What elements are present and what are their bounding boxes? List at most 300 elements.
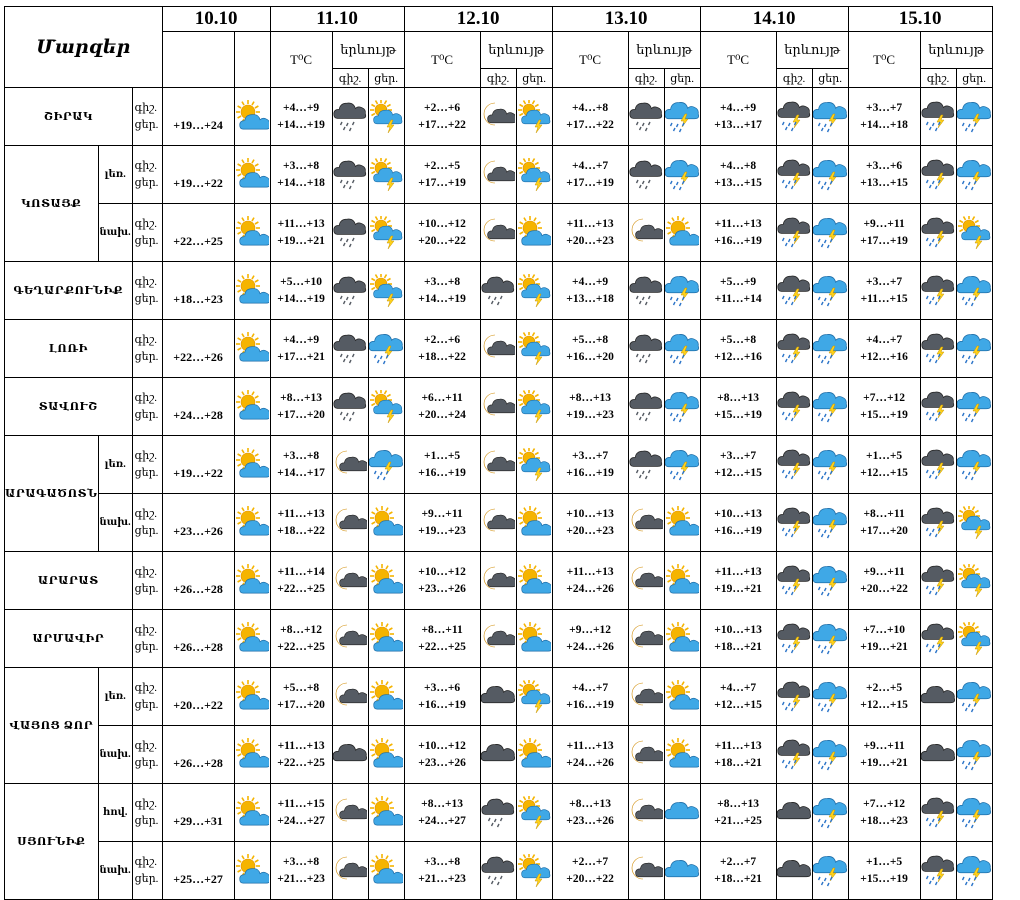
sun-cloud-icon xyxy=(516,610,552,668)
sun-cloud-icon xyxy=(369,564,403,598)
rain-cloud-icon xyxy=(481,854,515,888)
storm-cloud-icon xyxy=(921,796,955,830)
storm-cloud-icon xyxy=(921,390,955,424)
day-temp: +20…+23 xyxy=(566,234,614,247)
day-label: ցեր. xyxy=(134,814,159,827)
night-temp: +11…+15 xyxy=(277,797,325,810)
day-temp: +14…+18 xyxy=(860,118,908,131)
phenomenon-header: երևույթ xyxy=(920,32,992,69)
temp-range xyxy=(700,436,776,494)
sun-storm-cloud-icon xyxy=(516,436,552,494)
day-temp: +15…+19 xyxy=(860,872,908,885)
moon-cloud-icon xyxy=(333,506,367,540)
temp-range xyxy=(270,88,332,146)
table-row xyxy=(5,494,993,552)
night-temp: +3…+6 xyxy=(424,681,461,694)
thunder-blue-cloud-icon xyxy=(956,320,992,378)
day-temp: +14…+19 xyxy=(277,118,325,131)
sun-storm-cloud-icon xyxy=(956,610,992,668)
temp-range xyxy=(270,668,332,726)
thunder-blue-cloud-icon xyxy=(665,448,699,482)
sun-storm-cloud-icon xyxy=(368,88,404,146)
thunder-blue-cloud-icon xyxy=(957,158,991,192)
night-temp: +7…+10 xyxy=(863,623,906,636)
thunder-blue-cloud-icon xyxy=(813,216,847,250)
moon-cloud-icon xyxy=(629,216,663,250)
temp-range xyxy=(848,668,920,726)
sun-cloud-icon xyxy=(235,448,269,482)
sun-cloud-icon xyxy=(235,680,269,714)
storm-cloud-icon xyxy=(920,552,956,610)
moon-cloud-icon xyxy=(481,506,515,540)
storm-cloud-icon xyxy=(776,494,812,552)
sun-cloud-icon xyxy=(665,216,699,250)
night-temp: +8…+13 xyxy=(717,391,760,404)
sun-storm-cloud-icon xyxy=(517,796,551,830)
sun-cloud-icon xyxy=(369,622,403,656)
thunder-blue-cloud-icon xyxy=(812,378,848,436)
thunder-blue-cloud-icon xyxy=(812,494,848,552)
storm-cloud-icon xyxy=(776,320,812,378)
storm-cloud-icon xyxy=(776,88,812,146)
cloud-icon xyxy=(920,726,956,784)
thunder-blue-cloud-icon xyxy=(813,622,847,656)
night-temp: +4…+9 xyxy=(572,275,609,288)
rain-cloud-icon xyxy=(332,146,368,204)
storm-cloud-icon xyxy=(921,506,955,540)
cloud-icon xyxy=(921,738,955,772)
storm-cloud-icon xyxy=(777,390,811,424)
night-temp: +5…+10 xyxy=(280,275,323,288)
day-temp: +17…+22 xyxy=(418,118,466,131)
night-day-label xyxy=(132,842,162,900)
night-temp: +5…+8 xyxy=(283,681,320,694)
day-temp: +14…+19 xyxy=(277,292,325,305)
moon-cloud-icon xyxy=(480,146,516,204)
thunder-blue-cloud-icon xyxy=(813,564,847,598)
sun-storm-cloud-icon xyxy=(956,552,992,610)
thunder-blue-cloud-icon xyxy=(812,668,848,726)
thunder-blue-cloud-icon xyxy=(813,332,847,366)
storm-cloud-icon xyxy=(776,378,812,436)
storm-cloud-icon xyxy=(920,146,956,204)
storm-cloud-icon xyxy=(921,274,955,308)
first-day-temp: +25…+27 xyxy=(162,842,234,900)
first-day-temp: +19…+24 xyxy=(162,88,234,146)
table-row xyxy=(5,146,993,204)
cloud-icon xyxy=(777,796,811,830)
moon-cloud-icon xyxy=(480,610,516,668)
temp-range xyxy=(552,552,628,610)
moon-cloud-icon xyxy=(628,610,664,668)
sun-cloud-icon xyxy=(664,204,700,262)
night-label: գիշ. xyxy=(134,275,158,288)
night-temp: +2…+5 xyxy=(424,159,461,172)
rain-cloud-icon xyxy=(481,274,515,308)
sun-cloud-icon xyxy=(664,610,700,668)
night-temp: +10…+12 xyxy=(418,739,466,752)
day-temp: +19…+23 xyxy=(566,408,614,421)
day-temp: +16…+19 xyxy=(566,698,614,711)
region-name: ԱՐԱԳԱԾՈՏՆ xyxy=(5,436,99,552)
moon-cloud-icon xyxy=(481,216,515,250)
thunder-blue-cloud-icon xyxy=(956,146,992,204)
night-temp: +1…+5 xyxy=(866,855,903,868)
moon-cloud-icon xyxy=(628,204,664,262)
storm-cloud-icon xyxy=(777,100,811,134)
temp-range xyxy=(848,378,920,436)
night-temp: +11…+14 xyxy=(277,565,325,578)
sun-storm-cloud-icon xyxy=(956,494,992,552)
region-name: ՍՅՈՒՆԻՔ xyxy=(5,784,99,900)
storm-cloud-icon xyxy=(920,262,956,320)
phenomenon-header: երևույթ xyxy=(332,32,404,69)
date-header-4: 13.10 xyxy=(552,7,700,32)
region-name: ԱՐՄԱՎԻՐ xyxy=(5,610,133,668)
moon-cloud-icon xyxy=(333,622,367,656)
thunder-blue-cloud-icon xyxy=(813,738,847,772)
region-name: ՏԱՎՈՒՇ xyxy=(5,378,133,436)
temp-range xyxy=(270,784,332,842)
sun-cloud-icon xyxy=(234,88,270,146)
temp-range xyxy=(700,320,776,378)
sun-storm-cloud-icon xyxy=(368,378,404,436)
day-temp: +20…+24 xyxy=(418,408,466,421)
rain-cloud-icon xyxy=(332,320,368,378)
moon-cloud-icon xyxy=(628,494,664,552)
storm-cloud-icon xyxy=(920,378,956,436)
day-temp: +14…+17 xyxy=(277,466,325,479)
sun-storm-cloud-icon xyxy=(517,854,551,888)
moon-cloud-icon xyxy=(332,784,368,842)
rain-cloud-icon xyxy=(628,436,664,494)
sun-cloud-icon xyxy=(516,552,552,610)
sun-cloud-icon xyxy=(368,494,404,552)
night-header: գիշ. xyxy=(776,69,812,88)
sun-storm-cloud-icon xyxy=(516,320,552,378)
night-temp: +6…+11 xyxy=(421,391,463,404)
day-temp: +24…+26 xyxy=(566,582,614,595)
first-day-temp: +22…+25 xyxy=(162,204,234,262)
sun-cloud-icon xyxy=(517,216,551,250)
first-day-temp: +26…+28 xyxy=(162,726,234,784)
night-label: գիշ. xyxy=(134,855,158,868)
sun-storm-cloud-icon xyxy=(517,274,551,308)
thunder-blue-cloud-icon xyxy=(957,680,991,714)
temp-range xyxy=(700,842,776,900)
sun-storm-cloud-icon xyxy=(516,146,552,204)
day-temp: +18…+22 xyxy=(277,524,325,537)
moon-cloud-icon xyxy=(481,448,515,482)
temp-range xyxy=(404,726,480,784)
night-label: գիշ. xyxy=(134,681,158,694)
day-temp: +16…+19 xyxy=(714,234,762,247)
temp-range xyxy=(270,262,332,320)
storm-cloud-icon xyxy=(776,610,812,668)
night-temp: +7…+12 xyxy=(863,391,906,404)
sun-cloud-icon xyxy=(235,854,269,888)
thunder-blue-cloud-icon xyxy=(956,378,992,436)
day-temp: +23…+26 xyxy=(418,756,466,769)
sun-storm-cloud-icon xyxy=(516,784,552,842)
night-temp: +2…+6 xyxy=(424,101,461,114)
thunder-blue-cloud-icon xyxy=(369,332,403,366)
rain-cloud-icon xyxy=(332,262,368,320)
rain-cloud-icon xyxy=(629,448,663,482)
cloud-icon xyxy=(481,680,515,714)
thunder-blue-cloud-icon xyxy=(665,274,699,308)
sun-cloud-icon xyxy=(234,146,270,204)
day-temp: +13…+15 xyxy=(860,176,908,189)
rain-cloud-icon xyxy=(628,320,664,378)
night-temp: +11…+13 xyxy=(566,739,614,752)
temp-range xyxy=(552,668,628,726)
storm-cloud-icon xyxy=(776,146,812,204)
rain-cloud-icon xyxy=(628,378,664,436)
moon-cloud-icon xyxy=(480,436,516,494)
day-temp: +16…+19 xyxy=(418,466,466,479)
subregion-name: նախ. xyxy=(98,204,132,262)
day-temp: +19…+23 xyxy=(418,524,466,537)
sun-cloud-icon xyxy=(368,668,404,726)
moon-cloud-icon xyxy=(628,784,664,842)
rain-cloud-icon xyxy=(628,88,664,146)
rain-cloud-icon xyxy=(629,274,663,308)
day-temp: +21…+23 xyxy=(277,872,325,885)
first-day-temp: +26…+28 xyxy=(162,610,234,668)
day-temp: +21…+25 xyxy=(714,814,762,827)
subregion-name: լեռ. xyxy=(98,668,132,726)
night-day-label xyxy=(132,262,162,320)
day-label: ցեր. xyxy=(134,118,159,131)
sun-cloud-icon xyxy=(516,726,552,784)
sun-cloud-icon xyxy=(235,622,269,656)
temp-range xyxy=(404,842,480,900)
storm-cloud-icon xyxy=(921,564,955,598)
temp-range xyxy=(700,668,776,726)
night-temp: +8…+12 xyxy=(280,623,323,636)
day-temp: +17…+21 xyxy=(277,350,325,363)
sun-cloud-icon xyxy=(234,320,270,378)
sun-cloud-icon xyxy=(665,506,699,540)
night-temp: +8…+13 xyxy=(569,391,612,404)
moon-cloud-icon xyxy=(629,680,663,714)
thunder-blue-cloud-icon xyxy=(664,88,700,146)
night-temp: +8…+13 xyxy=(717,797,760,810)
day-temp: +13…+17 xyxy=(714,118,762,131)
day-header: ցեր. xyxy=(664,69,700,88)
day-temp: +24…+27 xyxy=(418,814,466,827)
night-temp: +8…+13 xyxy=(569,797,612,810)
night-day-label xyxy=(132,204,162,262)
temp-range xyxy=(848,262,920,320)
day-header: ցեր. xyxy=(956,69,992,88)
night-day-label xyxy=(132,146,162,204)
temp-range xyxy=(404,204,480,262)
temp-range xyxy=(270,842,332,900)
night-day-label xyxy=(132,610,162,668)
cloudblue-icon xyxy=(665,854,699,888)
table-row xyxy=(5,320,993,378)
day-temp: +18…+21 xyxy=(714,756,762,769)
day-temp: +12…+15 xyxy=(860,466,908,479)
temp-range xyxy=(700,204,776,262)
thunder-blue-cloud-icon xyxy=(813,100,847,134)
day-temp: +18…+21 xyxy=(714,872,762,885)
day-temp: +24…+26 xyxy=(566,756,614,769)
moon-cloud-icon xyxy=(480,88,516,146)
night-temp: +11…+13 xyxy=(277,217,325,230)
temp-range xyxy=(552,146,628,204)
moon-cloud-icon xyxy=(481,332,515,366)
day-temp: +20…+22 xyxy=(860,582,908,595)
moon-cloud-icon xyxy=(628,668,664,726)
temp-range xyxy=(404,320,480,378)
storm-cloud-icon xyxy=(777,158,811,192)
rain-cloud-icon xyxy=(629,100,663,134)
moon-cloud-icon xyxy=(480,378,516,436)
sun-storm-cloud-icon xyxy=(516,262,552,320)
sun-cloud-icon xyxy=(369,854,403,888)
temp-range xyxy=(552,842,628,900)
temp-range xyxy=(270,320,332,378)
sun-cloud-icon xyxy=(665,622,699,656)
day-temp: +18…+21 xyxy=(714,640,762,653)
cloud-icon xyxy=(332,726,368,784)
temp-range xyxy=(404,146,480,204)
day-temp: +24…+26 xyxy=(566,640,614,653)
temp-range xyxy=(404,436,480,494)
night-temp: +3…+6 xyxy=(866,159,903,172)
day-temp: +13…+18 xyxy=(566,292,614,305)
thunder-blue-cloud-icon xyxy=(812,842,848,900)
table-row xyxy=(5,784,993,842)
date-header-3: 12.10 xyxy=(404,7,552,32)
storm-cloud-icon xyxy=(920,436,956,494)
thunder-blue-cloud-icon xyxy=(812,320,848,378)
temp-range xyxy=(270,494,332,552)
night-temp: +2…+5 xyxy=(866,681,903,694)
temp-range xyxy=(404,88,480,146)
sun-storm-cloud-icon xyxy=(516,668,552,726)
moon-cloud-icon xyxy=(332,610,368,668)
night-temp: +3…+8 xyxy=(283,449,320,462)
sun-storm-cloud-icon xyxy=(369,216,403,250)
day-temp: +20…+22 xyxy=(418,234,466,247)
thunder-blue-cloud-icon xyxy=(956,726,992,784)
day-label: ցեր. xyxy=(134,698,159,711)
rain-cloud-icon xyxy=(480,842,516,900)
thunder-blue-cloud-icon xyxy=(813,158,847,192)
thunder-blue-cloud-icon xyxy=(956,436,992,494)
day-temp: +11…+15 xyxy=(860,292,908,305)
thunder-blue-cloud-icon xyxy=(956,88,992,146)
thunder-blue-cloud-icon xyxy=(813,680,847,714)
thunder-blue-cloud-icon xyxy=(957,796,991,830)
temp-range xyxy=(848,726,920,784)
night-temp: +10…+13 xyxy=(714,507,762,520)
temp-range xyxy=(270,610,332,668)
sun-storm-cloud-icon xyxy=(517,332,551,366)
region-name: ԱՐԱՐԱՏ xyxy=(5,552,133,610)
thunder-blue-cloud-icon xyxy=(665,390,699,424)
night-temp: +7…+12 xyxy=(863,797,906,810)
storm-cloud-icon xyxy=(776,552,812,610)
night-temp: +2…+6 xyxy=(424,333,461,346)
region-name: ԿՈՏԱՅՔ xyxy=(5,146,99,262)
temp-header: T⁰C xyxy=(552,32,628,88)
sun-cloud-icon xyxy=(235,100,269,134)
day-temp: +12…+15 xyxy=(714,698,762,711)
night-temp: +10…+12 xyxy=(418,565,466,578)
night-temp: +4…+9 xyxy=(283,101,320,114)
thunder-blue-cloud-icon xyxy=(664,378,700,436)
sun-cloud-icon xyxy=(235,738,269,772)
thunder-blue-cloud-icon xyxy=(813,448,847,482)
night-day-label xyxy=(132,88,162,146)
sun-cloud-icon xyxy=(664,494,700,552)
day-temp: +23…+26 xyxy=(418,582,466,595)
sun-cloud-icon xyxy=(517,622,551,656)
thunder-blue-cloud-icon xyxy=(957,448,991,482)
day-temp: +24…+27 xyxy=(277,814,325,827)
table-row xyxy=(5,436,993,494)
moon-cloud-icon xyxy=(480,552,516,610)
day-label: ցեր. xyxy=(134,466,159,479)
table-row xyxy=(5,668,993,726)
sun-cloud-icon xyxy=(234,436,270,494)
day-temp: +14…+19 xyxy=(418,292,466,305)
cloud-icon xyxy=(480,668,516,726)
temp-range xyxy=(848,494,920,552)
night-day-label xyxy=(132,784,162,842)
storm-cloud-icon xyxy=(776,436,812,494)
moon-cloud-icon xyxy=(629,622,663,656)
rain-cloud-icon xyxy=(333,216,367,250)
temp-range xyxy=(700,378,776,436)
thunder-blue-cloud-icon xyxy=(664,436,700,494)
moon-cloud-icon xyxy=(629,738,663,772)
day-label: ցեր. xyxy=(134,408,159,421)
temp-range xyxy=(552,262,628,320)
rain-cloud-icon xyxy=(333,158,367,192)
first-day-temp-header xyxy=(162,32,234,88)
phenomenon-header: երևույթ xyxy=(480,32,552,69)
day-temp: +12…+16 xyxy=(714,350,762,363)
moon-cloud-icon xyxy=(333,680,367,714)
rain-cloud-icon xyxy=(332,378,368,436)
first-day-temp: +20…+22 xyxy=(162,668,234,726)
rain-cloud-icon xyxy=(628,146,664,204)
moon-cloud-icon xyxy=(629,796,663,830)
night-day-label xyxy=(132,378,162,436)
day-header: ցեր. xyxy=(368,69,404,88)
day-label: ցեր. xyxy=(134,350,159,363)
sun-cloud-icon xyxy=(368,610,404,668)
day-temp: +15…+19 xyxy=(714,408,762,421)
day-temp: +17…+19 xyxy=(860,234,908,247)
day-label: ցեր. xyxy=(134,292,159,305)
regions-header: Մարզեր xyxy=(5,7,163,88)
date-header-5: 14.10 xyxy=(700,7,848,32)
storm-cloud-icon xyxy=(921,100,955,134)
storm-cloud-icon xyxy=(777,274,811,308)
moon-cloud-icon xyxy=(481,564,515,598)
thunder-blue-cloud-icon xyxy=(956,842,992,900)
thunder-blue-cloud-icon xyxy=(813,390,847,424)
night-temp: +4…+9 xyxy=(283,333,320,346)
thunder-blue-cloud-icon xyxy=(664,320,700,378)
